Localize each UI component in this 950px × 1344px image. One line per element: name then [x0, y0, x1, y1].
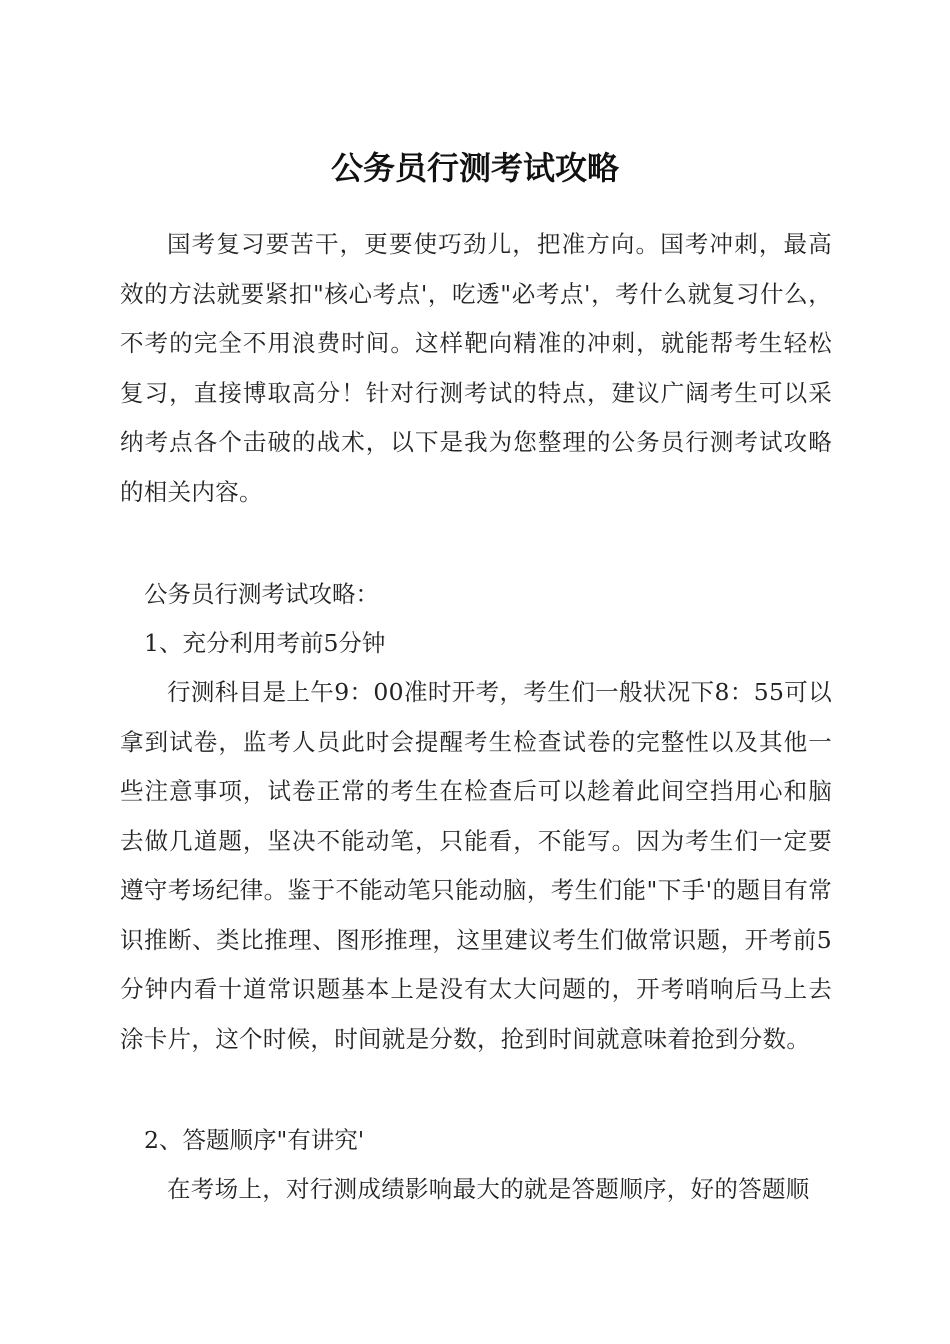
item1-heading: 1、充分利用考前5分钟: [144, 629, 386, 657]
item2-paragraph: 在考场上，对行测成绩影响最大的就是答题顺序，好的答题顺: [167, 1175, 810, 1203]
section-heading: 公务员行测考试攻略：: [144, 580, 379, 608]
item2-heading: 2、答题顺序"有讲究': [144, 1126, 365, 1154]
item1-paragraph: 行测科目是上午9：00准时开考，考生们一般状况下8：55可以拿到试卷，监考人员此时会提醒考生检查试卷的完整性以及其他一些注意事项，试卷正常的考生在检查后可以趁着此间空挡用心和脑去做几道题，坚决不能动笔，只能看，不能写。因为考生们一定要遵守考场纪律。鉴于不能动笔只能动脑，考生们能"下手'的题目有常识推断、类比推理、图形推理，这里建议考生们做常识题，开考前5分钟内看十道常识题基本上是没有太大问题的，开考哨响后马上去涂卡片，这个时候，时间就是分数，抢到时间就意味着抢到分数。: [120, 678, 832, 1053]
intro-paragraph: 国考复习要苦干，更要使巧劲儿，把准方向。国考冲刺，最高效的方法就要紧扣"核心考点'，吃透"必考点'，考什么就复习什么，不考的完全不用浪费时间。这样靶向精准的冲刺，就能帮考生轻松复习，直接博取高分！针对行测考试的特点，建议广阔考生可以采纳考点各个击破的战术，以下是我为您整理的公务员行测考试攻略的相关内容。: [120, 230, 832, 506]
document-title: 公务员行测考试攻略: [330, 149, 619, 187]
